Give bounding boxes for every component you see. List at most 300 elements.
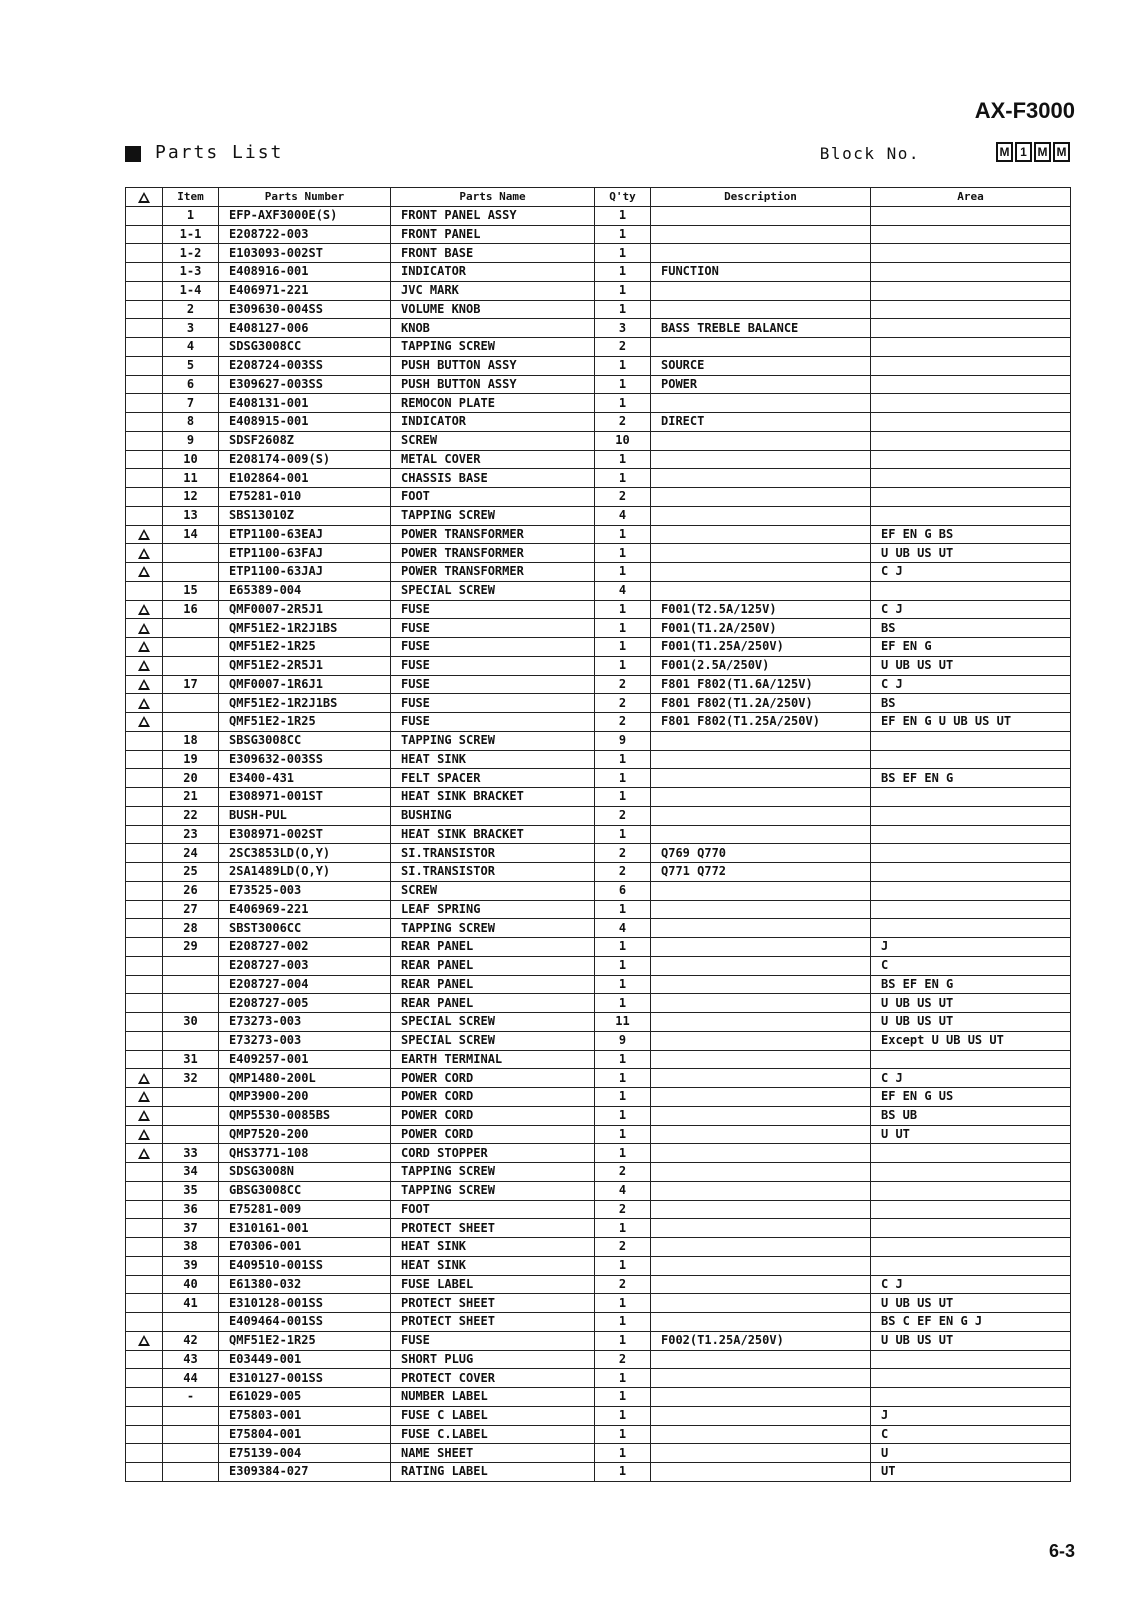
description-cell [651,975,871,994]
qty-cell: 1 [595,656,651,675]
item-cell: 20 [163,769,219,788]
part-number-cell: E408127-006 [219,319,391,338]
area-cell: U UB US UT [871,1013,1071,1032]
warning-cell [126,525,163,544]
part-number-cell: SBST3006CC [219,919,391,938]
part-name-cell: FUSE [391,600,595,619]
block-code-char: 1 [1015,142,1032,162]
part-name-cell: BUSHING [391,806,595,825]
part-name-cell: SPECIAL SCREW [391,1013,595,1032]
qty-cell: 1 [595,450,651,469]
qty-cell: 1 [595,619,651,638]
area-cell [871,844,1071,863]
table-row [126,1013,1071,1032]
qty-cell: 1 [595,1088,651,1107]
qty-cell: 4 [595,506,651,525]
part-number-cell: E102864-001 [219,469,391,488]
part-name-cell: FUSE [391,1331,595,1350]
warning-triangle-icon [138,1091,150,1102]
table-row [126,1294,1071,1313]
area-cell [871,375,1071,394]
warning-cell [126,994,163,1013]
area-cell [871,806,1071,825]
item-cell: 43 [163,1350,219,1369]
warning-cell [126,788,163,807]
part-number-cell: E208727-003 [219,956,391,975]
item-cell: 35 [163,1181,219,1200]
description-cell: F002(T1.25A/250V) [651,1331,871,1350]
warning-triangle-icon [138,641,150,652]
col-header-area: Area [871,188,1071,207]
col-header-qty: Q'ty [595,188,651,207]
area-cell: U UT [871,1125,1071,1144]
warning-cell [126,1050,163,1069]
warning-cell [126,806,163,825]
description-cell [651,1106,871,1125]
part-name-cell: TAPPING SCREW [391,1181,595,1200]
qty-cell: 2 [595,863,651,882]
table-row [126,1050,1071,1069]
qty-cell: 1 [595,300,651,319]
item-cell: 38 [163,1238,219,1257]
area-cell: EF EN G U UB US UT [871,713,1071,732]
qty-cell: 1 [595,1369,651,1388]
item-cell [163,1088,219,1107]
area-cell [871,919,1071,938]
part-name-cell: REAR PANEL [391,975,595,994]
col-header-item: Item [163,188,219,207]
qty-cell: 3 [595,319,651,338]
warning-cell [126,1369,163,1388]
part-number-cell: SBSG3008CC [219,731,391,750]
qty-cell: 1 [595,1069,651,1088]
part-name-cell: PUSH BUTTON ASSY [391,356,595,375]
part-number-cell: E309632-003SS [219,750,391,769]
part-name-cell: LEAF SPRING [391,900,595,919]
part-name-cell: FUSE [391,694,595,713]
area-cell [871,300,1071,319]
qty-cell: 1 [595,938,651,957]
area-cell: U [871,1444,1071,1463]
table-row [126,675,1071,694]
warning-cell [126,750,163,769]
area-cell: BS [871,619,1071,638]
description-cell [651,563,871,582]
item-cell [163,619,219,638]
part-number-cell: 2SA1489LD(O,Y) [219,863,391,882]
block-code-char: M [1053,142,1070,162]
table-row [126,713,1071,732]
part-number-cell: QMP1480-200L [219,1069,391,1088]
part-name-cell: TAPPING SCREW [391,1163,595,1182]
qty-cell: 2 [595,488,651,507]
area-cell: BS UB [871,1106,1071,1125]
qty-cell: 4 [595,1181,651,1200]
col-header-warning [126,188,163,207]
qty-cell: 1 [595,244,651,263]
part-number-cell: QMF51E2-2R5J1 [219,656,391,675]
qty-cell: 2 [595,806,651,825]
part-name-cell: FUSE [391,619,595,638]
table-row [126,900,1071,919]
warning-cell [126,1013,163,1032]
table-row [126,225,1071,244]
part-name-cell: POWER CORD [391,1106,595,1125]
area-cell [871,788,1071,807]
table-row [126,563,1071,582]
part-name-cell: PROTECT COVER [391,1369,595,1388]
part-name-cell: PROTECT SHEET [391,1219,595,1238]
item-cell: - [163,1388,219,1407]
area-cell [871,1163,1071,1182]
part-name-cell: HEAT SINK BRACKET [391,825,595,844]
qty-cell: 1 [595,1219,651,1238]
qty-cell: 1 [595,825,651,844]
warning-cell [126,263,163,282]
table-row [126,375,1071,394]
area-cell [871,281,1071,300]
description-cell [651,544,871,563]
part-name-cell: REAR PANEL [391,994,595,1013]
part-name-cell: FELT SPACER [391,769,595,788]
warning-triangle-icon [138,1110,150,1121]
item-cell: 3 [163,319,219,338]
part-number-cell: E310161-001 [219,1219,391,1238]
description-cell: POWER [651,375,871,394]
area-cell: Except U UB US UT [871,1031,1071,1050]
item-cell: 10 [163,450,219,469]
area-cell [871,1369,1071,1388]
warning-cell [126,1444,163,1463]
table-row [126,806,1071,825]
table-row [126,413,1071,432]
area-cell [871,413,1071,432]
description-cell: F801 F802(T1.25A/250V) [651,713,871,732]
table-row [126,1275,1071,1294]
part-name-cell: POWER CORD [391,1125,595,1144]
description-cell [651,488,871,507]
area-cell [871,506,1071,525]
qty-cell: 1 [595,1125,651,1144]
warning-cell [126,1238,163,1257]
area-cell [871,356,1071,375]
part-number-cell: E73525-003 [219,881,391,900]
part-number-cell: E73273-003 [219,1031,391,1050]
table-row [126,1181,1071,1200]
part-name-cell: POWER CORD [391,1088,595,1107]
part-number-cell: E75281-009 [219,1200,391,1219]
table-row [126,1238,1071,1257]
warning-cell [126,1425,163,1444]
table-row [126,638,1071,657]
qty-cell: 1 [595,1294,651,1313]
part-name-cell: INDICATOR [391,263,595,282]
item-cell: 11 [163,469,219,488]
area-cell: EF EN G US [871,1088,1071,1107]
model-number: AX-F3000 [974,98,1075,123]
description-cell: F001(T2.5A/125V) [651,600,871,619]
part-name-cell: POWER TRANSFORMER [391,563,595,582]
warning-cell [126,469,163,488]
item-cell [163,1406,219,1425]
description-cell [651,1013,871,1032]
part-name-cell: HEAT SINK [391,1238,595,1257]
part-number-cell: E208174-009(S) [219,450,391,469]
area-cell [871,1181,1071,1200]
part-name-cell: CHASSIS BASE [391,469,595,488]
part-number-cell: EFP-AXF3000E(S) [219,206,391,225]
area-cell: C J [871,675,1071,694]
item-cell [163,1106,219,1125]
part-name-cell: TAPPING SCREW [391,506,595,525]
area-cell [871,863,1071,882]
area-cell [871,488,1071,507]
area-cell [871,1256,1071,1275]
area-cell: C [871,956,1071,975]
warning-cell [126,1350,163,1369]
qty-cell: 2 [595,694,651,713]
warning-cell [126,1388,163,1407]
area-cell [871,825,1071,844]
table-row [126,1406,1071,1425]
table-row [126,1106,1071,1125]
warning-cell [126,1275,163,1294]
qty-cell: 1 [595,750,651,769]
warning-cell [126,656,163,675]
part-name-cell: FUSE [391,713,595,732]
table-row [126,1388,1071,1407]
description-cell [651,1069,871,1088]
warning-cell [126,1106,163,1125]
qty-cell: 2 [595,1275,651,1294]
part-number-cell: E75803-001 [219,1406,391,1425]
warning-cell [126,938,163,957]
description-cell [651,994,871,1013]
area-cell: U UB US UT [871,1294,1071,1313]
part-name-cell: INDICATOR [391,413,595,432]
area-cell [871,431,1071,450]
warning-triangle-icon [138,698,150,709]
part-number-cell: E408915-001 [219,413,391,432]
part-number-cell: E208727-002 [219,938,391,957]
table-row [126,619,1071,638]
description-cell [651,1144,871,1163]
part-name-cell: SCREW [391,431,595,450]
table-row [126,263,1071,282]
item-cell: 9 [163,431,219,450]
table-row [126,281,1071,300]
description-cell [651,281,871,300]
table-row [126,450,1071,469]
table-row [126,469,1071,488]
table-header-row [126,188,1071,207]
item-cell: 22 [163,806,219,825]
table-row [126,656,1071,675]
item-cell: 17 [163,675,219,694]
qty-cell: 1 [595,975,651,994]
qty-cell: 2 [595,413,651,432]
item-cell [163,563,219,582]
item-cell: 4 [163,338,219,357]
qty-cell: 2 [595,1163,651,1182]
warning-cell [126,394,163,413]
part-name-cell: FOOT [391,488,595,507]
table-row [126,788,1071,807]
part-name-cell: FRONT PANEL ASSY [391,206,595,225]
part-name-cell: EARTH TERMINAL [391,1050,595,1069]
item-cell [163,544,219,563]
item-cell: 39 [163,1256,219,1275]
part-number-cell: E409257-001 [219,1050,391,1069]
area-cell [871,1388,1071,1407]
part-number-cell: E70306-001 [219,1238,391,1257]
area-cell [871,225,1071,244]
description-cell [651,1388,871,1407]
warning-cell [126,1125,163,1144]
qty-cell: 1 [595,375,651,394]
description-cell [651,1463,871,1482]
part-number-cell: QMF51E2-1R2J1BS [219,694,391,713]
part-number-cell: E408916-001 [219,263,391,282]
part-number-cell: E75281-010 [219,488,391,507]
warning-cell [126,825,163,844]
part-name-cell: REAR PANEL [391,938,595,957]
part-name-cell: POWER TRANSFORMER [391,525,595,544]
part-number-cell: E3400-431 [219,769,391,788]
table-row [126,1369,1071,1388]
block-code-char: M [996,142,1013,162]
description-cell [651,581,871,600]
warning-cell [126,319,163,338]
description-cell: FUNCTION [651,263,871,282]
item-cell: 1-1 [163,225,219,244]
qty-cell: 10 [595,431,651,450]
description-cell [651,1163,871,1182]
part-name-cell: SPECIAL SCREW [391,581,595,600]
item-cell [163,638,219,657]
qty-cell: 1 [595,788,651,807]
table-row [126,581,1071,600]
qty-cell: 2 [595,675,651,694]
item-cell: 31 [163,1050,219,1069]
qty-cell: 1 [595,544,651,563]
item-cell: 41 [163,1294,219,1313]
part-name-cell: FUSE [391,656,595,675]
item-cell: 18 [163,731,219,750]
warning-cell [126,244,163,263]
qty-cell: 1 [595,600,651,619]
part-name-cell: TAPPING SCREW [391,731,595,750]
item-cell: 34 [163,1163,219,1182]
item-cell: 12 [163,488,219,507]
warning-triangle-icon [138,529,150,540]
item-cell: 44 [163,1369,219,1388]
qty-cell: 2 [595,1238,651,1257]
part-number-cell: E309630-004SS [219,300,391,319]
col-header-parts-name: Parts Name [391,188,595,207]
qty-cell: 11 [595,1013,651,1032]
warning-cell [126,563,163,582]
table-row [126,1256,1071,1275]
description-cell: DIRECT [651,413,871,432]
qty-cell: 1 [595,1144,651,1163]
item-cell [163,975,219,994]
description-cell: F001(2.5A/250V) [651,656,871,675]
item-cell: 33 [163,1144,219,1163]
qty-cell: 1 [595,1463,651,1482]
description-cell [651,1125,871,1144]
part-name-cell: HEAT SINK [391,750,595,769]
part-number-cell: QMP3900-200 [219,1088,391,1107]
table-row [126,1313,1071,1332]
qty-cell: 9 [595,731,651,750]
part-name-cell: CORD STOPPER [391,1144,595,1163]
qty-cell: 1 [595,956,651,975]
page-title: Parts List [155,142,284,163]
item-cell: 1 [163,206,219,225]
qty-cell: 1 [595,1256,651,1275]
part-number-cell: E208722-003 [219,225,391,244]
table-row [126,956,1071,975]
table-row [126,1144,1071,1163]
item-cell: 36 [163,1200,219,1219]
part-name-cell: FRONT PANEL [391,225,595,244]
part-number-cell: QMP5530-0085BS [219,1106,391,1125]
description-cell [651,525,871,544]
item-cell: 15 [163,581,219,600]
warning-cell [126,863,163,882]
part-number-cell: E308971-002ST [219,825,391,844]
qty-cell: 2 [595,844,651,863]
area-cell: J [871,938,1071,957]
area-cell [871,244,1071,263]
part-number-cell: 2SC3853LD(O,Y) [219,844,391,863]
qty-cell: 1 [595,263,651,282]
area-cell [871,450,1071,469]
item-cell [163,1444,219,1463]
table-row [126,1031,1071,1050]
qty-cell: 4 [595,919,651,938]
item-cell: 19 [163,750,219,769]
description-cell [651,1088,871,1107]
description-cell: F801 F802(T1.6A/125V) [651,675,871,694]
table-row [126,750,1071,769]
table-row [126,1350,1071,1369]
qty-cell: 1 [595,1406,651,1425]
warning-cell [126,281,163,300]
part-number-cell: ETP1100-63EAJ [219,525,391,544]
item-cell: 23 [163,825,219,844]
item-cell [163,1031,219,1050]
part-number-cell: E406969-221 [219,900,391,919]
part-name-cell: VOLUME KNOB [391,300,595,319]
description-cell: F801 F802(T1.2A/250V) [651,694,871,713]
description-cell [651,225,871,244]
item-cell [163,713,219,732]
part-number-cell: E208727-004 [219,975,391,994]
qty-cell: 1 [595,1331,651,1350]
part-number-cell: E61380-032 [219,1275,391,1294]
part-number-cell: E61029-005 [219,1388,391,1407]
part-name-cell: PUSH BUTTON ASSY [391,375,595,394]
warning-cell [126,619,163,638]
part-number-cell: QMP7520-200 [219,1125,391,1144]
area-cell: EF EN G [871,638,1071,657]
part-number-cell: E103093-002ST [219,244,391,263]
part-name-cell: PROTECT SHEET [391,1294,595,1313]
qty-cell: 1 [595,1444,651,1463]
part-number-cell: QMF0007-1R6J1 [219,675,391,694]
